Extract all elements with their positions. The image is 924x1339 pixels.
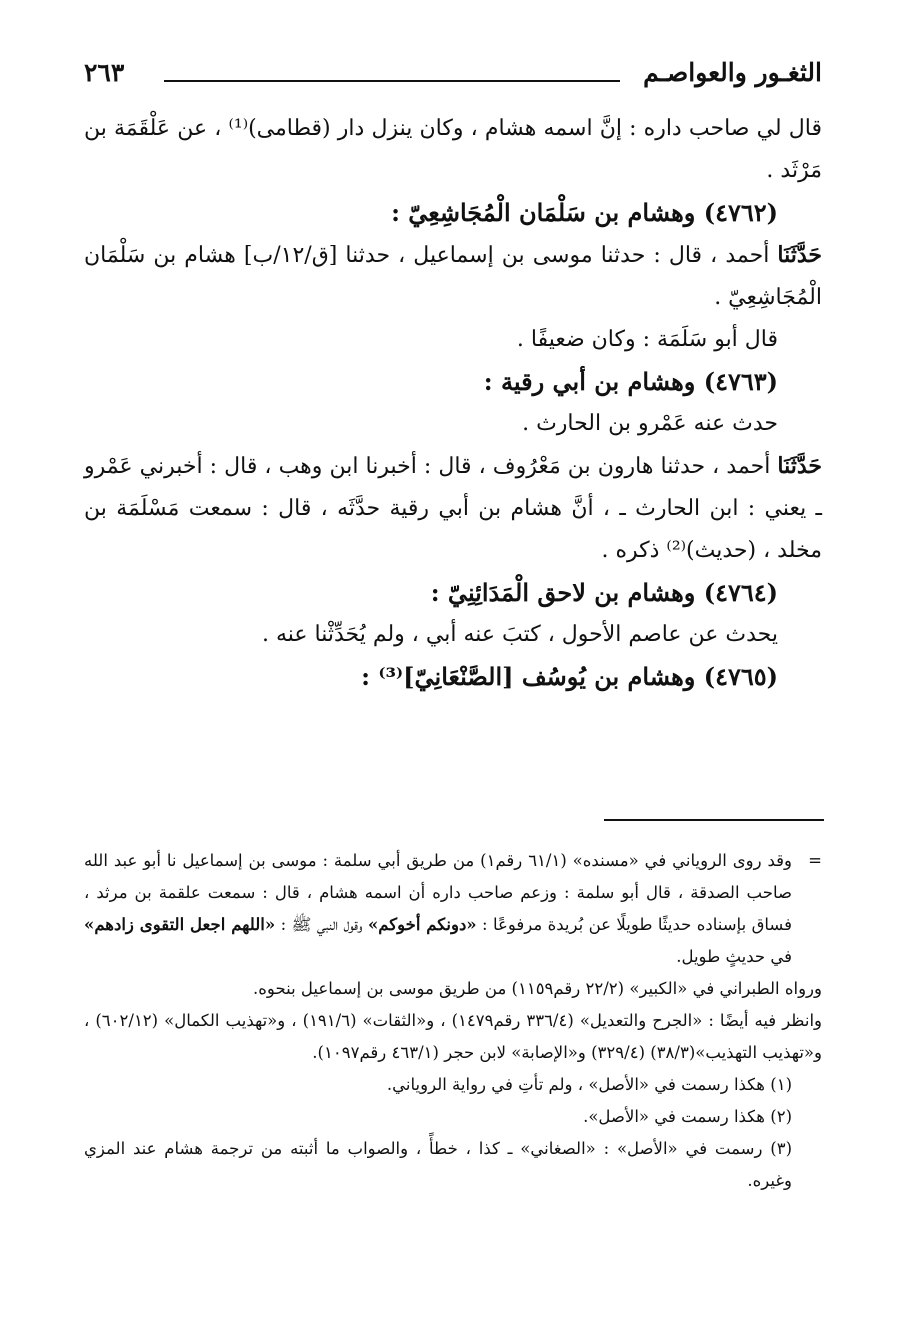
header-rule: [164, 80, 620, 82]
page-header: [84, 58, 822, 92]
footnote-3: (٣) رسمت في «الأصل» : «الصغاني» ـ كذا ، خطأً ، والصواب ما أثبته من ترجمة هشام عند المزي وغيره.: [84, 1139, 792, 1190]
entry-heading-4765: (٤٧٦٥) وهشام بن يُوسُف [الصَّنْعَانِيّ]⁽³⁾ :: [361, 662, 778, 691]
footnote-references: وانظر فيه أيضًا : «الجرح والتعديل» (٣٣٦/٤ رقم١٤٧٩) ، و«الثقات» (١٩١/٦) ، و«تهذيب الكمال» (٦٠٢/١٢) ، و«تهذيب التهذيب»(٣٨/٣) (٣٢٩/٤) و«الإصابة» لابن حجر (٤٦٣/١ رقم١٠٩٧).: [84, 1011, 822, 1062]
footnote-text: في حديثٍ طويل.: [676, 947, 792, 966]
main-text: [84, 108, 822, 698]
entry-heading-4762: (٤٧٦٢) وهشام بن سَلْمَان الْمُجَاشِعِيّ :: [391, 198, 778, 227]
quoted-phrase: «دونكم أخوكم»: [367, 915, 477, 934]
running-title: الثغـور والعواصـم: [643, 58, 822, 87]
entry-heading-4764: (٤٧٦٤) وهشام بن لاحق الْمَدَائِنِيّ :: [430, 578, 778, 607]
footnote-text: وقول النبي ﷺ :: [275, 915, 368, 934]
footnote-text: وقد روى الروياني في «مسنده» (٦١/١ رقم١) من طريق أبي سلمة : موسى بن إسماعيل نا أبو عبد الله صاحب الصدقة ، قال أبو سلمة : وزعم صاحب داره أن اسمه هشام ، قال : سمعت علقمة بن مرثد ، فساق بإسناده حديثًا طويلًا عن بُريدة مرفوعًا :: [84, 851, 793, 934]
footnote-separator: [604, 819, 824, 821]
paragraph-hadathana-2: [84, 445, 822, 572]
paragraph-text: أحمد ، حدثنا هارون بن مَعْرُوف ، قال : أخبرنا ابن وهب ، قال : أخبرني عَمْرو ـ يعني : ابن الحارث ـ ، أنَّ هشام بن أبي رقية حدَّثَه ، قال : سمعت مَسْلَمَة بن مخلد ، (حديث)⁽²⁾ ذكره .: [84, 454, 822, 563]
quoted-phrase: «اللهم اجعل التقوى زادهم»: [84, 915, 276, 934]
footnote-tabarani: ورواه الطبراني في «الكبير» (٢٢/٢ رقم١١٥٩) من طريق موسى بن إسماعيل بنحوه.: [253, 979, 822, 998]
hadathana-lead: حَدَّثَنَا: [777, 453, 822, 479]
footnotes: [84, 845, 822, 1197]
paragraph-amr: حدث عنه عَمْرو بن الحارث .: [522, 411, 778, 436]
footnote-continuation: [84, 845, 822, 973]
paragraph-asim: يحدث عن عاصم الأحول ، كتبَ عنه أبي ، ولم يُحَدِّثْنا عنه .: [261, 622, 778, 647]
entry-heading-4763: (٤٧٦٣) وهشام بن أبي رقية :: [483, 367, 778, 396]
page-number: ٢٦٣: [84, 58, 125, 87]
continuation-mark: =: [808, 851, 822, 870]
footnote-2: (٢) هكذا رسمت في «الأصل».: [583, 1107, 792, 1126]
hadathana-lead: حَدَّثَنَا: [777, 242, 823, 268]
paragraph-dar-qatami: قال لي صاحب داره : إنَّ اسمه هشام ، وكان ينزل دار (قطامى)⁽¹⁾ ، عن عَلْقَمَة بن مَرْثَد .: [84, 116, 822, 183]
paragraph-hadathana-1: [84, 234, 822, 319]
footnote-1: (١) هكذا رسمت في «الأصل» ، ولم تأتِ في رواية الروياني.: [386, 1075, 792, 1094]
paragraph-abu-salama: قال أبو سَلَمَة : وكان ضعيفًا .: [516, 327, 778, 352]
paragraph-text: أحمد ، قال : حدثنا موسى بن إسماعيل ، حدثنا [ق/١٢/ب] هشام بن سَلْمَان الْمُجَاشِعِيّ .: [84, 243, 822, 310]
